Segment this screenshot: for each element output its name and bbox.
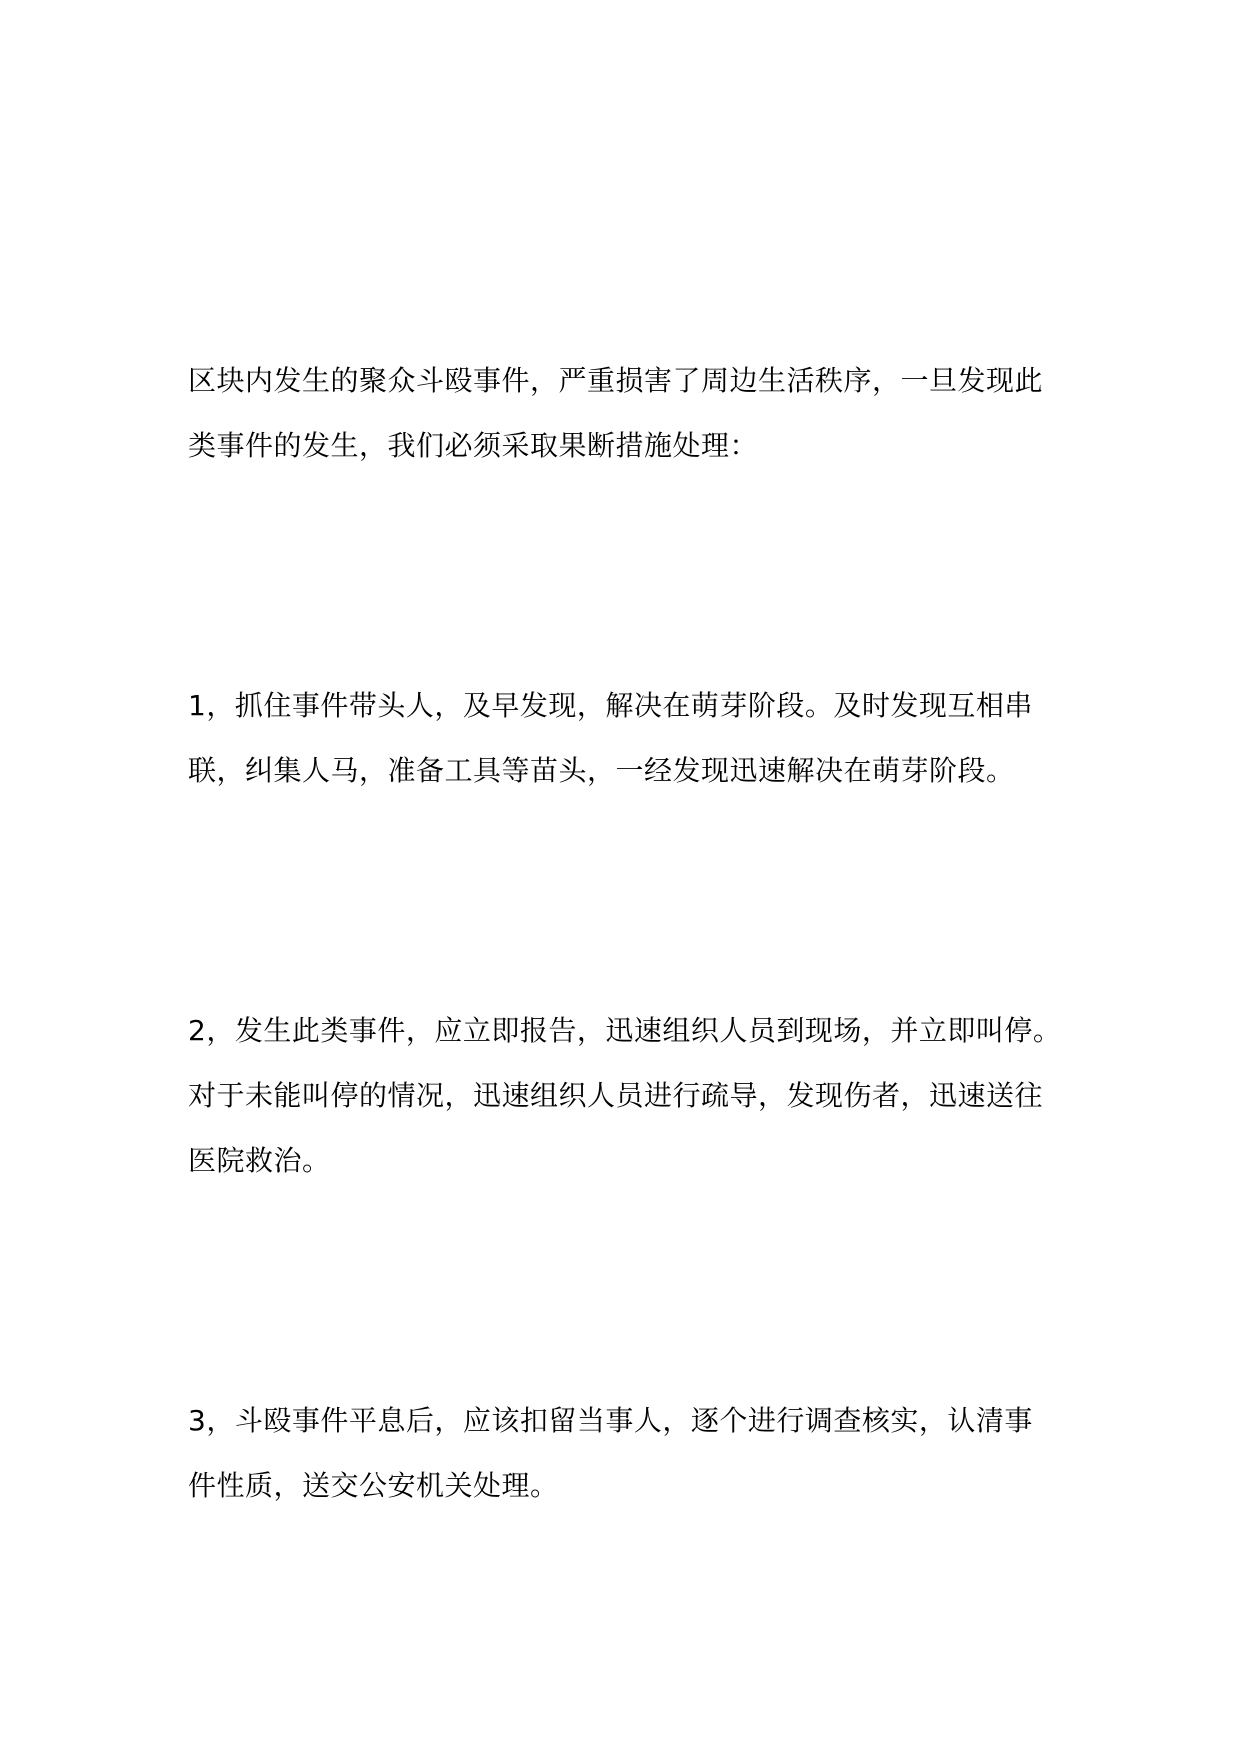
paragraph-line: 区块内发生的聚众斗殴事件，严重损害了周边生活秩序，一旦发现此: [188, 364, 1044, 397]
paragraph-line: 3，斗殴事件平息后，应该扣留当事人，逐个进行调查核实，认清事: [188, 1404, 1033, 1437]
paragraph-line: 1，抓住事件带头人，及早发现，解决在萌芽阶段。及时发现互相串: [188, 689, 1033, 722]
paragraph-line: 对于未能叫停的情况，迅速组织人员进行疏导，发现伤者，迅速送往: [188, 1079, 1044, 1112]
intro-paragraph: [188, 348, 1068, 478]
paragraph-line: 医院救治。: [188, 1144, 331, 1177]
paragraph-line: 类事件的发生，我们必须采取果断措施处理：: [188, 429, 759, 462]
step-1-paragraph: [188, 673, 1068, 803]
paragraph-line: 2，发生此类事件，应立即报告，迅速组织人员到现场，并立即叫停。: [188, 1014, 1062, 1047]
step-2-paragraph: [188, 998, 1068, 1193]
paragraph-line: 联，纠集人马，准备工具等苗头，一经发现迅速解决在萌芽阶段。: [188, 754, 1015, 787]
step-3-paragraph: [188, 1388, 1068, 1518]
paragraph-line: 件性质，送交公安机关处理。: [188, 1469, 559, 1502]
